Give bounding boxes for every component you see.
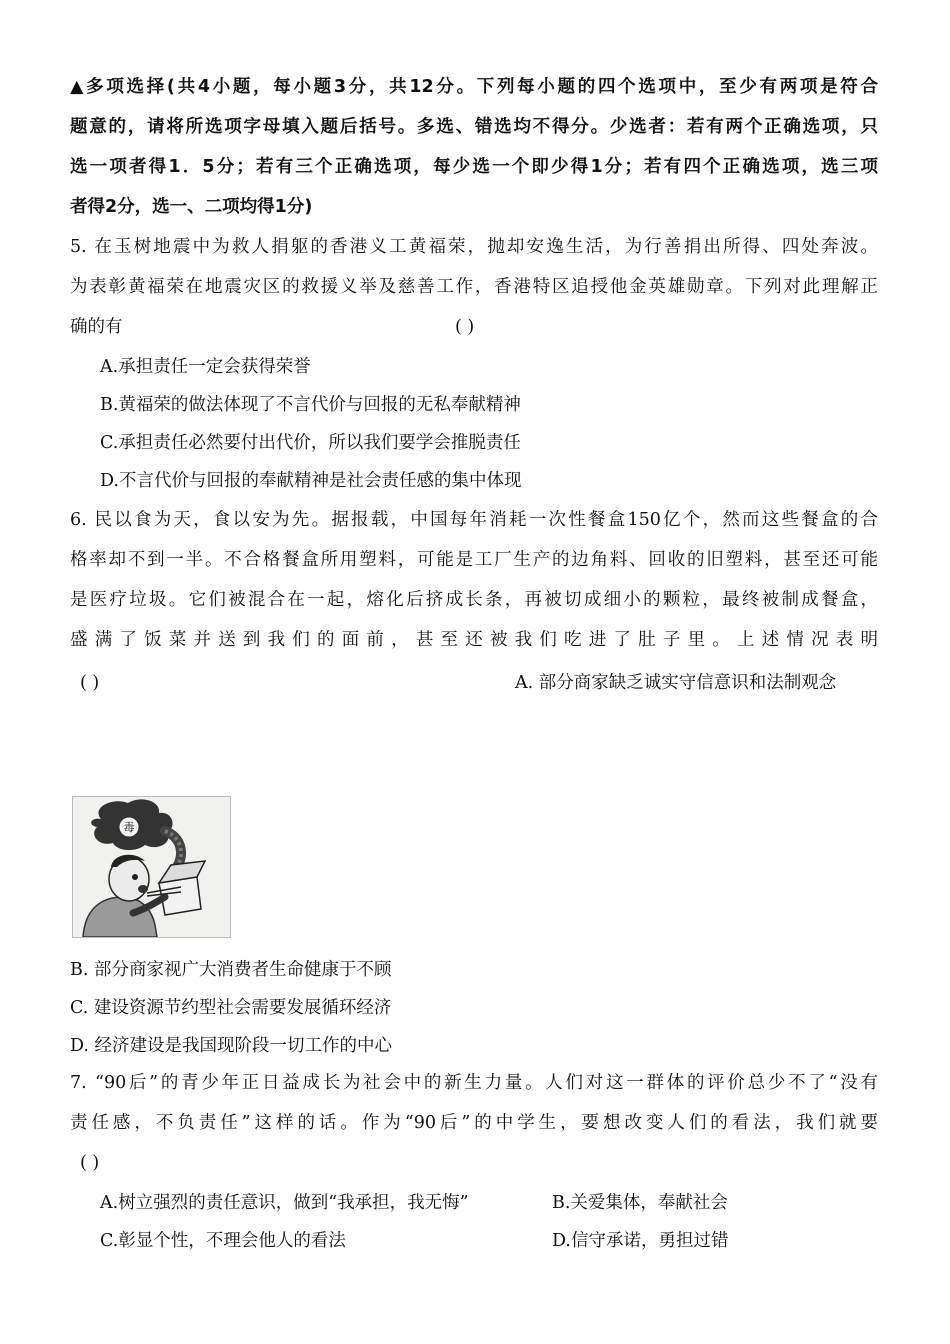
q5-option-b: B.黄福荣的做法体现了不言代价与回报的无私奉献精神 [100,395,521,415]
section-instructions-line-3: 选一项者得1．5分；若有三个正确选项，每少选一个即少得1分；若有四个正确选项，选三项 [70,157,878,177]
q6-option-c: C. 建设资源节约型社会需要发展循环经济 [70,998,392,1018]
section-instructions-line-4: 者得2分，选一、二项均得1分) [70,197,313,217]
q7-stem-line-2: 责任感，不负责任”这样的话。作为“90后”的中学生，要想改变人们的看法，我们就要 [70,1113,878,1133]
q5-answer-blank[interactable]: ( ) [455,317,475,337]
q5-stem-line-3: 确的有 [70,317,123,337]
q5-stem-line-2: 为表彰黄福荣在地震灾区的救援义举及慈善工作，香港特区追授他金英雄勋章。下列对此理解正 [70,277,878,297]
q5-stem-line-1: 5. 在玉树地震中为救人捐躯的香港义工黄福荣，抛却安逸生活，为行善捐出所得、四处奔波。 [70,237,878,257]
section-instructions-line-1: ▲多项选择(共4小题，每小题3分，共12分。下列每小题的四个选项中，至少有两项是符合 [70,77,878,97]
q5-option-c: C.承担责任必然要付出代价，所以我们要学会推脱责任 [100,433,521,453]
q7-option-d: D.信守承诺，勇担过错 [552,1231,729,1251]
q7-option-a: A.树立强烈的责任意识，做到“我承担，我无悔” [100,1193,469,1213]
q7-option-c: C.彰显个性，不理会他人的看法 [100,1231,346,1251]
q6-stem-line-2: 格率却不到一半。不合格餐盒所用塑料，可能是工厂生产的边角料、回收的旧塑料，甚至还可能 [70,550,878,570]
q6-option-a: A. 部分商家缺乏诚实守信意识和法制观念 [515,673,837,693]
q7-answer-blank[interactable]: ( ) [80,1153,100,1173]
q5-option-d: D.不言代价与回报的奉献精神是社会责任感的集中体现 [100,471,522,491]
section-instructions-line-2: 题意的，请将所选项字母填入题后括号。多选、错选均不得分。少选者：若有两个正确选项，只 [70,117,878,137]
q6-stem-line-4: 盛满了饭菜并送到我们的面前，甚至还被我们吃进了肚子里。上述情况表明 [70,630,878,650]
q6-answer-blank[interactable]: ( ) [80,673,100,693]
q6-option-d: D. 经济建设是我国现阶段一切工作的中心 [70,1036,393,1056]
q5-option-a: A.承担责任一定会获得荣誉 [100,357,311,377]
poison-character: 毒 [123,821,135,834]
q6-stem-line-1: 6. 民以食为天，食以安为先。据报载，中国每年消耗一次性餐盒150亿个，然而这些餐盒的合 [70,510,878,530]
q7-stem-line-1: 7. “90后”的青少年正日益成长为社会中的新生力量。人们对这一群体的评价总少不了“没有 [70,1073,878,1093]
cartoon-illustration [72,796,231,938]
q7-option-b: B.关爱集体，奉献社会 [552,1193,728,1213]
cartoon-man-eating-toxic-box [73,797,230,937]
q6-option-b: B. 部分商家视广大消费者生命健康于不顾 [70,960,392,980]
q6-stem-line-3: 是医疗垃圾。它们被混合在一起，熔化后挤成长条，再被切成细小的颗粒，最终被制成餐盒， [70,590,878,610]
